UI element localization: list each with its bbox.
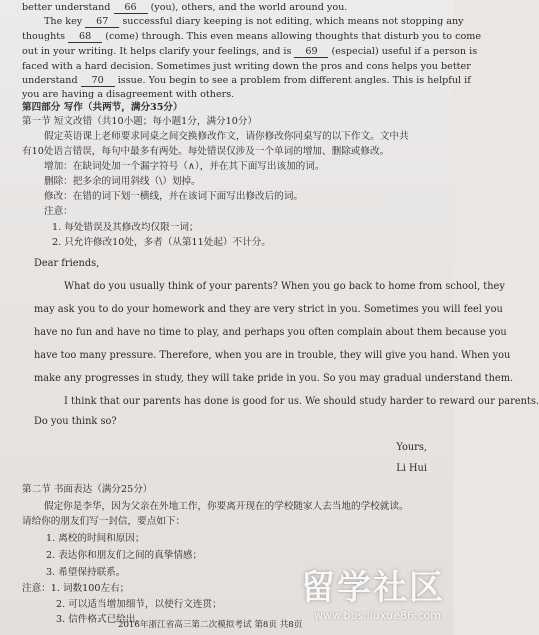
blank-67: 67 [85,17,119,28]
note-1: 1. 每处错误及其修改均仅限一词； [52,222,199,233]
requirement-3: 3. 希望保持联系。 [46,567,126,578]
notes-label: 注意： [44,206,73,217]
rule-modify: 修改：在错的词下划一横线，并在该词下面写出修改后的词。 [44,191,304,202]
letter-line-2: may ask you to do your homework and they are very strict in you. Sometimes you will feel you [34,304,503,315]
rule-delete: 删除：把多余的词用斜线（\）划掉。 [44,176,201,187]
watermark-url: www.bbs.liuxue86.com [314,609,441,622]
letter-line-5: make any progresses in study, they will take pride in you. So you may gradual understand them. [34,373,514,384]
part2-intro-2: 请给你的朋友们写一封信，要点如下： [22,516,186,527]
letter-line-7: Do you think so? [34,416,117,427]
watermark-logo-text: 留学社区 [301,568,445,608]
part2-note-1: 注意：1. 词数100左右； [22,583,130,594]
blank-69: 69 [294,47,328,58]
blank-70: 70 [81,76,115,87]
note-2: 2. 只允许修改10处，多者（从第11处起）不计分。 [52,237,271,248]
section4-title: 第四部分 写作（共两节，满分35分） [22,102,183,113]
letter-greeting: Dear friends, [34,258,100,269]
letter-line-1: What do you usually think of your parents? When you go back to home from school, they [64,281,505,292]
blank-68: 68 [68,32,102,43]
part1-title: 第一节 短文改错（共10小题；每小题1分，满分10分） [22,116,258,127]
part1-intro-2: 有10处语言错误，每句中最多有两处。每处错误仅涉及一个单词的增加、删除或修改。 [22,146,390,157]
rule-add: 增加：在缺词处加一个漏字符号（∧），并在其下面写出该加的词。 [44,161,325,172]
cloze-line-4: out in your writing. It helps clarify your feelings, and is 69 (especial) useful if a person is [22,46,478,57]
letter-closing: Yours, [396,442,427,453]
cloze-line-3: thoughts 68 (come) through. This even means allowing thoughts that disturb you to come [22,31,481,42]
part2-note-3: 3. 信件格式已给出。 [56,614,145,625]
cloze-line-1: better understand 66 (you), others, and the world around you. [22,2,348,13]
blank-66: 66 [114,3,148,14]
part2-title: 第二节 书面表达（满分25分） [22,484,153,495]
requirement-2: 2. 表达你和朋友们之间的真挚情感； [46,550,203,561]
watermark [295,560,445,634]
letter-signature: Li Hui [396,463,427,474]
requirement-1: 1. 离校的时间和原因； [46,533,145,544]
part2-note-2: 2. 可以适当增加细节，以使行文连贯； [56,599,222,610]
cloze-line-7: you are having a disagreement with others. [22,89,235,100]
cloze-line-2: The key 67 successful diary keeping is not editing, which means not stopping any [44,16,464,27]
cloze-line-6: understand 70 issue. You begin to see a problem from different angles. This is helpful if [22,75,471,86]
page-footer: 2016年浙江省高三第二次模拟考试 第8页 共8页 [118,620,303,630]
part1-intro-1: 假定英语课上老师要求同桌之间交换修改作文，请你修改你同桌写的以下作文。文中共 [44,131,409,142]
part2-intro-1: 假定你是李华，因为父亲在外地工作，你要离开现在的学校随家人去当地的学校就读。 [44,501,409,512]
letter-line-4: have too many pressure. Therefore, when you are in trouble, they will give you hand. When you [34,350,511,361]
letter-line-3: have no fun and have no time to play, and perhaps you often complain about them because you [34,327,507,338]
letter-line-6: I think that our parents has done is good for us. We should study harder to reward our parents. [64,396,539,407]
cloze-line-5: faced with a hard decision. Sometimes just writing down the pros and cons helps you better [22,61,471,72]
